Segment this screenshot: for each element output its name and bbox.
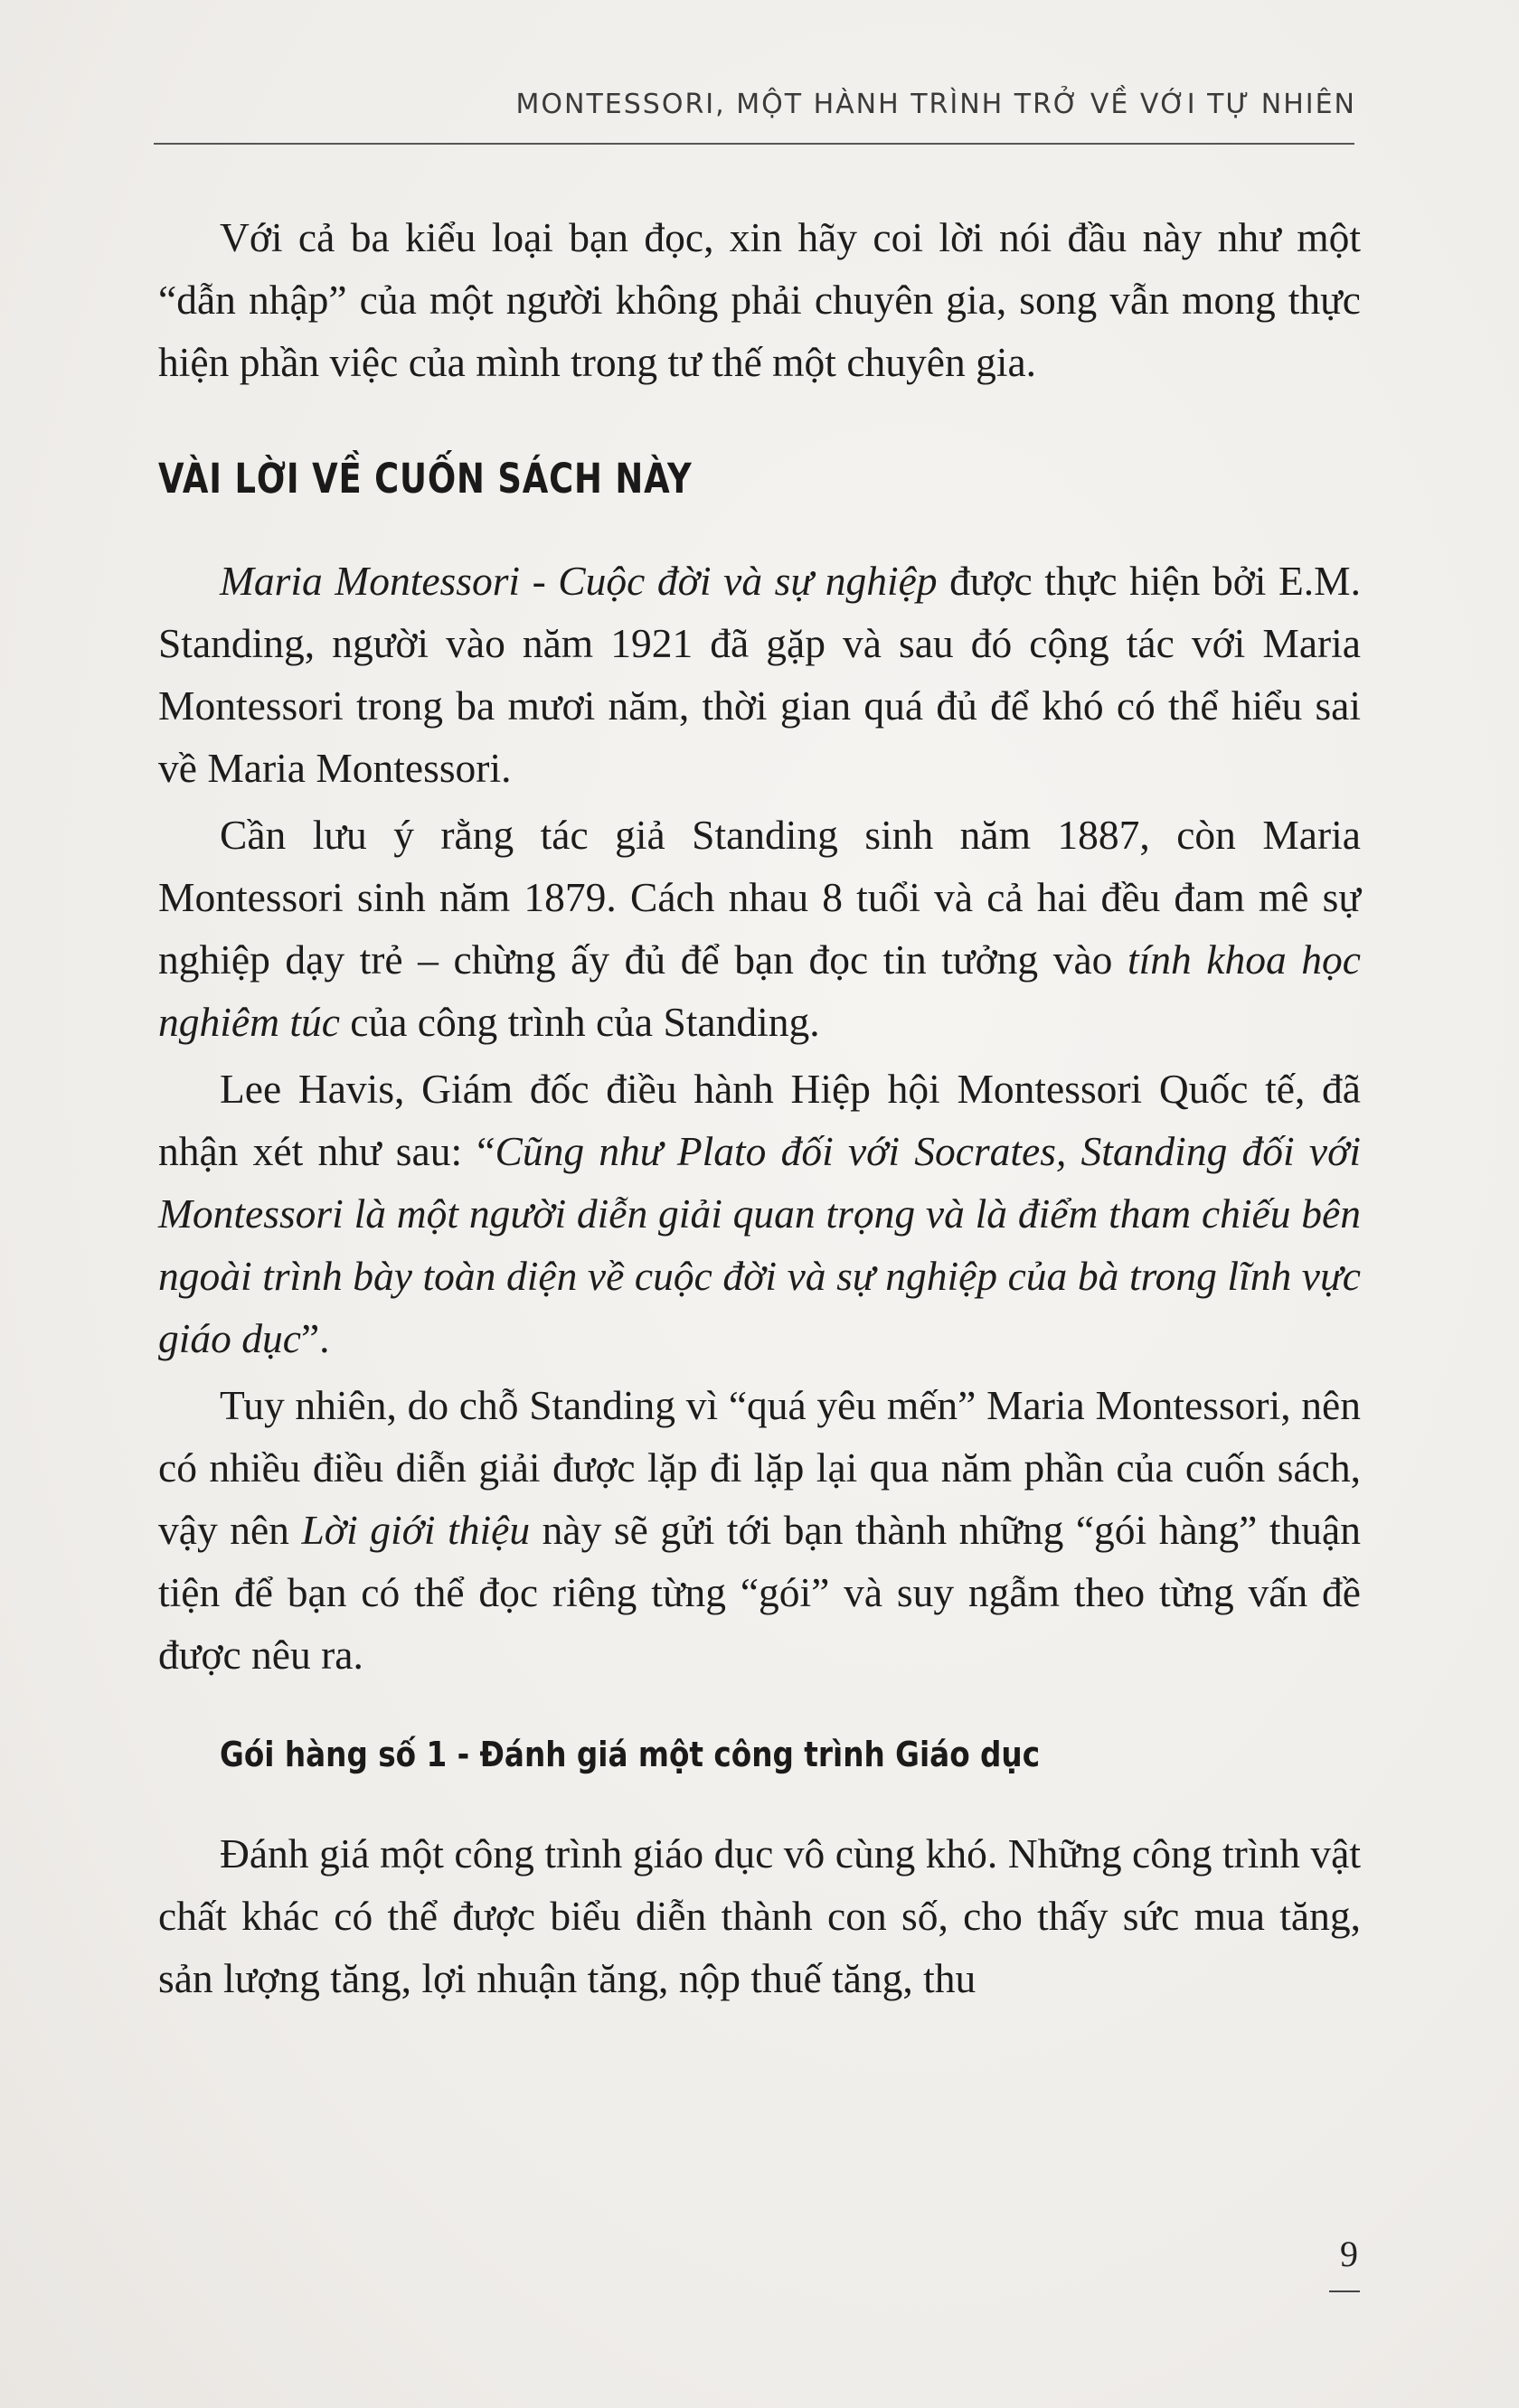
paragraph-text: Cần lưu ý rằng tác giả Standing sinh năm 1887, còn Maria Montessori sinh năm 1879. Cách nhau 8 tuổi và cả hai đều đam mê sự nghiệp dạy trẻ – chừng ấy đủ để bạn đọc tin tưởng vào [158, 812, 1361, 983]
header-rule [154, 143, 1354, 145]
paragraph-quote [158, 1058, 1361, 1369]
section-heading: VÀI LỜI VỀ CUỐN SÁCH NÀY [158, 455, 693, 503]
paragraph-text: này sẽ gửi tới bạn thành những “gói hàng” thuận tiện để bạn có thể đọc riêng từng “gói” và suy ngẫm theo từng vấn đề được nêu ra. [158, 1507, 1362, 1678]
paragraph-text: Tuy nhiên, do chỗ Standing vì “quá yêu mến” Maria Montessori, nên có nhiều điều diễn giải được lặp đi lặp lại qua năm phần của cuốn sách, vậy nên [158, 1382, 1361, 1553]
paragraph-evaluation: Đánh giá một công trình giáo dục vô cùng khó. Những công trình vật chất khác có thể được biểu diễn thành con số, cho thấy sức mua tăng, sản lượng tăng, lợi nhuận tăng, nộp thuế tăng, thu [158, 1830, 1361, 2001]
emphasis-italic: Lời giới thiệu [301, 1507, 531, 1553]
page-body [158, 206, 1361, 2014]
paragraph-text: ”. [300, 1315, 330, 1361]
paragraph-text: được thực hiện bởi E.M. Standing, người vào năm 1921 đã gặp và sau đó cộng tác với Maria Montessori trong ba mươi năm, thời gian quá đủ để khó có thể hiểu sai về Maria Montessori. [158, 558, 1361, 791]
page-number: 9 [1340, 2234, 1358, 2274]
subsection-heading: Gói hàng số 1 - Đánh giá một công trình Giáo dục [220, 1735, 1041, 1774]
paragraph-intro: Với cả ba kiểu loại bạn đọc, xin hãy coi lời nói đầu này như một “dẫn nhập” của một người không phải chuyên gia, song vẫn mong thực hiện phần việc của mình trong tư thế một chuyên gia. [158, 214, 1361, 385]
emphasis-italic: tính khoa học nghiêm túc [158, 936, 1361, 1045]
book-title-italic: Maria Montessori - Cuộc đời và sự nghiệp [220, 558, 938, 604]
paragraph-text: của công trình của Standing. [339, 999, 820, 1045]
page-number-rule [1329, 2290, 1360, 2292]
running-header: MONTESSORI, MỘT HÀNH TRÌNH TRỞ VỀ VỚI TỰ NHIÊN [515, 89, 1356, 120]
paragraph-packages [158, 1374, 1361, 1686]
paragraph-text: Lee Havis, Giám đốc điều hành Hiệp hội Montessori Quốc tế, đã nhận xét như sau: “ [158, 1066, 1361, 1174]
quote-italic: Cũng như Plato đối với Socrates, Standing đối với Montessori là một người diễn giải quan trọng và là điểm tham chiếu bên ngoài trình bày toàn diện về cuộc đời và sự nghiệp của bà trong lĩnh vực giáo dục [158, 1128, 1361, 1361]
paragraph-authors-age [158, 804, 1361, 1053]
paragraph-about-book [158, 550, 1361, 799]
